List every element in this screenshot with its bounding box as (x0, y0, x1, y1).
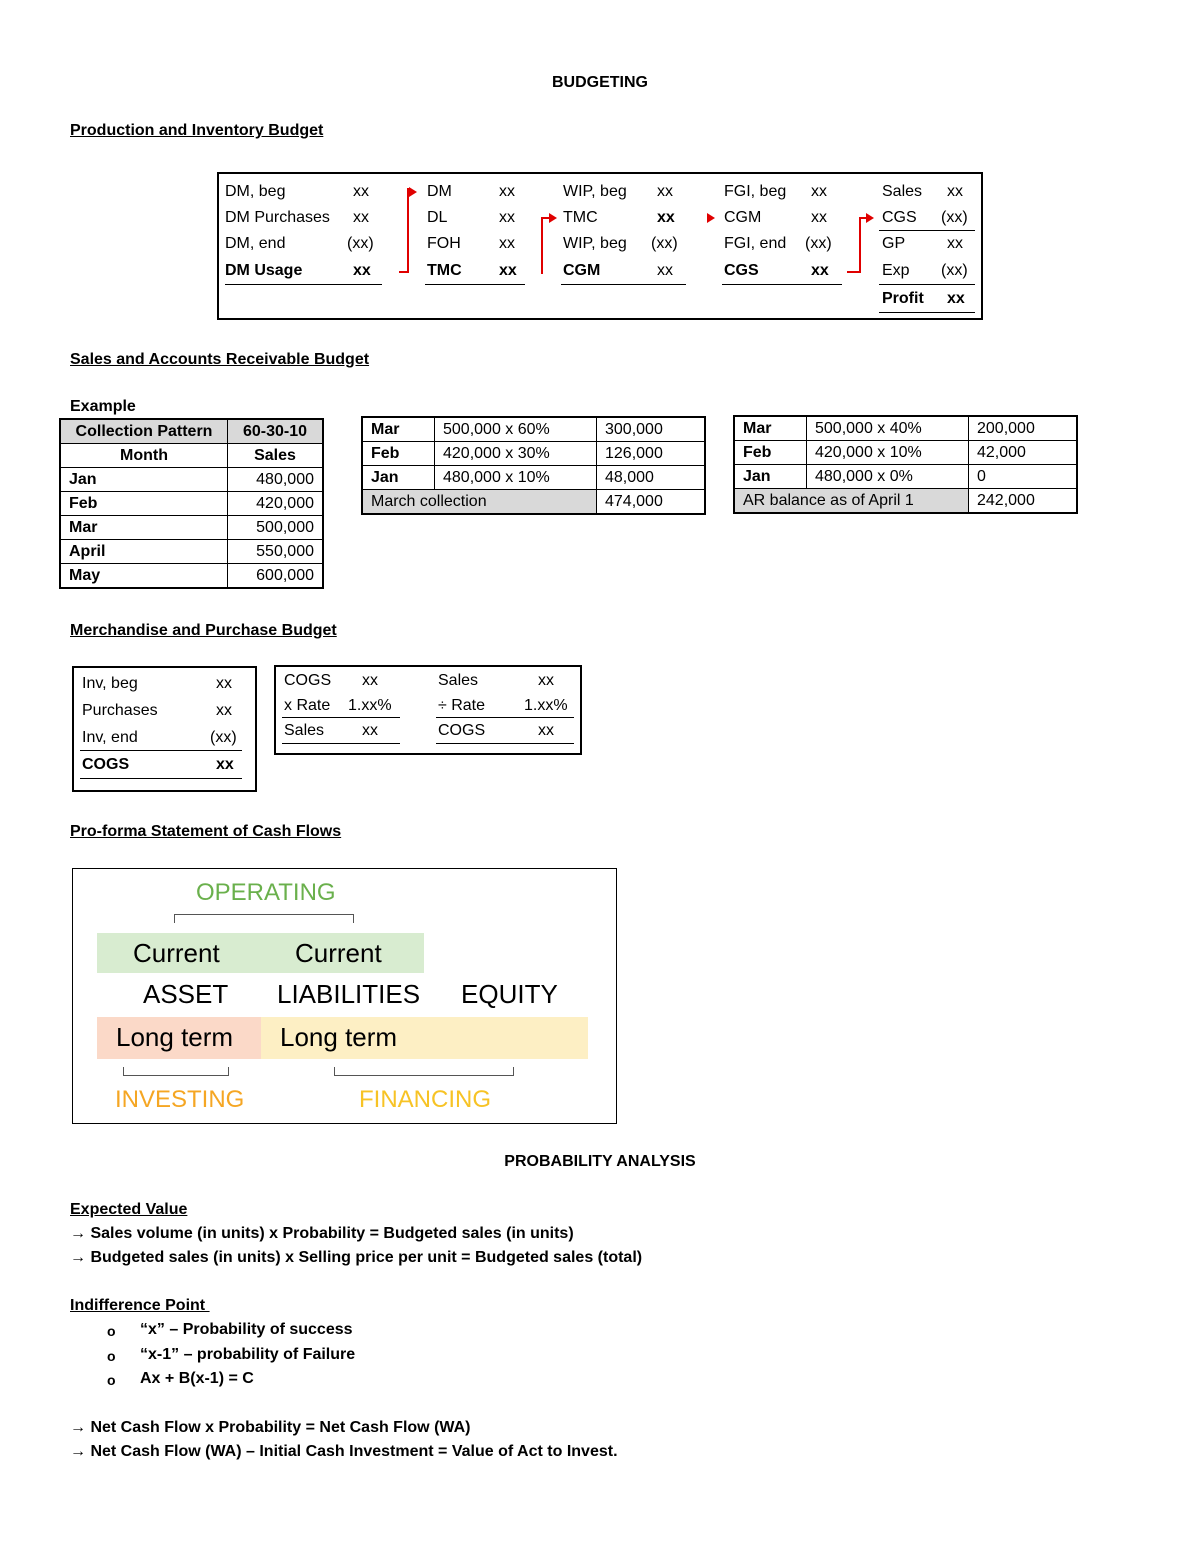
is-value: (xx) (941, 262, 968, 279)
connector-arrow-icon (707, 213, 715, 223)
table-header: Month (60, 444, 228, 468)
rate-value: xx (362, 722, 378, 739)
connector-line (859, 218, 861, 273)
dm-label: DM, beg (225, 183, 286, 200)
cogs-value: xx (216, 756, 234, 773)
dm-value: xx (353, 183, 369, 200)
tmc-label: DM (427, 183, 452, 200)
bullet-item: “x” – Probability of success (140, 1321, 353, 1338)
tmc-value: xx (499, 209, 515, 226)
table-cell: 550,000 (228, 540, 324, 564)
connector-arrow-icon (866, 213, 874, 223)
inv-value: (xx) (210, 729, 237, 746)
cgs-value: xx (811, 262, 829, 279)
connector-line (859, 217, 866, 219)
table-row (60, 492, 323, 516)
table-row (362, 442, 705, 466)
table-header: Collection Pattern (60, 419, 228, 444)
tmc-label: DL (427, 209, 448, 226)
table-row (60, 564, 323, 589)
bullet-icon: o (107, 1372, 116, 1388)
tmc-label: FOH (427, 235, 461, 252)
table-cell: Feb (60, 492, 228, 516)
wip-value: xx (657, 183, 673, 200)
expected-line: → Budgeted sales (in units) x Selling price per unit = Budgeted sales (total) (70, 1249, 643, 1266)
underline (80, 750, 242, 751)
dm-value: (xx) (347, 235, 374, 252)
profit-value: xx (947, 290, 965, 307)
long-term-asset-label: Long term (116, 1022, 234, 1052)
underline (879, 284, 975, 285)
table-cell: Mar (60, 516, 228, 540)
table-header: Sales (228, 444, 324, 468)
heading-merch: Merchandise and Purchase Budget (70, 622, 337, 639)
page-title: BUDGETING (552, 74, 648, 91)
inventory-box (72, 666, 257, 792)
rate-label: x Rate (284, 697, 331, 714)
table-cell: 500,000 (228, 516, 324, 540)
is-value: xx (947, 235, 963, 252)
rate-value: xx (538, 672, 554, 689)
table-row (60, 444, 323, 468)
underline (225, 284, 382, 285)
table-cell: 126,000 (597, 442, 706, 466)
collection-table (59, 418, 324, 589)
dm-label: DM Purchases (225, 209, 330, 226)
heading-sales-ar: Sales and Accounts Receivable Budget (70, 351, 370, 368)
is-value: xx (947, 183, 963, 200)
equity-label: EQUITY (461, 979, 558, 1009)
table-cell: 480,000 (228, 468, 324, 492)
final-line: → Net Cash Flow x Probability = Net Cash Flow (WA) (70, 1419, 471, 1436)
underline (282, 717, 400, 718)
table-cell: Mar (734, 416, 807, 441)
inv-value: xx (216, 702, 232, 719)
rate-value: xx (538, 722, 554, 739)
table-cell: 474,000 (597, 490, 706, 515)
wip-label: WIP, beg (563, 183, 627, 200)
inv-value: xx (216, 675, 232, 692)
dm-value: xx (353, 209, 369, 226)
fgi-value: (xx) (805, 235, 832, 252)
connector-line (847, 271, 859, 273)
table-cell: 200,000 (969, 416, 1078, 441)
table-row (60, 540, 323, 564)
table-row (362, 466, 705, 490)
table-cell: April (60, 540, 228, 564)
rate-value: 1.xx% (348, 697, 392, 714)
tmc-value: xx (499, 235, 515, 252)
is-label: GP (882, 235, 906, 252)
connector-line (407, 188, 409, 273)
table-row (734, 489, 1077, 514)
rate-label: Sales (284, 722, 325, 739)
table-row (60, 468, 323, 492)
fgi-value: xx (811, 209, 827, 226)
table-row (60, 419, 323, 444)
fgi-value: xx (811, 183, 827, 200)
ar-balance-table (733, 415, 1078, 514)
underline (561, 284, 686, 285)
underline (436, 743, 574, 744)
underline (436, 717, 574, 718)
production-box (217, 172, 983, 320)
tmc-total-label: TMC (427, 262, 462, 279)
table-row (734, 416, 1077, 441)
table-cell: 600,000 (228, 564, 324, 589)
wip-label: TMC (563, 209, 598, 226)
underline (879, 230, 975, 231)
probability-title: PROBABILITY ANALYSIS (504, 1153, 696, 1170)
cgs-label: CGS (724, 262, 759, 279)
table-cell: Feb (734, 441, 807, 465)
table-cell: Jan (362, 466, 435, 490)
table-row (734, 465, 1077, 489)
operating-label: OPERATING (196, 879, 336, 906)
table-cell: 500,000 x 40% (807, 416, 969, 441)
profit-label: Profit (882, 290, 924, 307)
table-header: 60-30-10 (228, 419, 324, 444)
inv-label: Purchases (82, 702, 158, 719)
investing-label: INVESTING (115, 1086, 245, 1113)
heading-production: Production and Inventory Budget (70, 122, 324, 139)
bullet-item: “x-1” – probability of Failure (140, 1346, 356, 1363)
table-cell: 42,000 (969, 441, 1078, 465)
cogs-label: COGS (82, 756, 130, 773)
table-cell: 242,000 (969, 489, 1078, 514)
table-row (734, 441, 1077, 465)
fgi-label: CGM (724, 209, 762, 226)
rate-box (274, 665, 582, 755)
fgi-label: FGI, end (724, 235, 787, 252)
example-label: Example (70, 398, 136, 415)
table-cell: 300,000 (597, 417, 706, 442)
table-cell: 420,000 x 10% (807, 441, 969, 465)
rate-label: COGS (284, 672, 332, 689)
table-cell: 480,000 x 0% (807, 465, 969, 489)
connector-line (399, 271, 407, 273)
is-label: Exp (882, 262, 910, 279)
underline (722, 284, 842, 285)
cashflow-diagram (72, 868, 617, 1124)
investing-bracket (123, 1067, 229, 1076)
dm-usage-label: DM Usage (225, 262, 303, 279)
long-term-liab-label: Long term (280, 1022, 398, 1052)
wip-value: xx (657, 209, 675, 226)
inv-label: Inv, end (82, 729, 138, 746)
table-cell: Mar (362, 417, 435, 442)
inv-label: Inv, beg (82, 675, 138, 692)
table-cell: 420,000 (228, 492, 324, 516)
tmc-value: xx (499, 183, 515, 200)
rate-label: COGS (438, 722, 486, 739)
dm-label: DM, end (225, 235, 286, 252)
current-liab-label: Current (295, 938, 382, 968)
fgi-label: FGI, beg (724, 183, 787, 200)
table-cell: 500,000 x 60% (435, 417, 597, 442)
underline (282, 743, 400, 744)
connector-arrow-icon (409, 187, 417, 197)
final-line: → Net Cash Flow (WA) – Initial Cash Investment = Value of Act to Invest. (70, 1443, 618, 1460)
is-label: Sales (882, 183, 923, 200)
connector-line (541, 218, 543, 274)
is-value: (xx) (941, 209, 968, 226)
wip-value: (xx) (651, 235, 678, 252)
table-row (362, 490, 705, 515)
bullet-icon: o (107, 1348, 116, 1364)
rate-label: ÷ Rate (438, 697, 486, 714)
heading-indifference: Indifference Point (70, 1297, 210, 1314)
march-collection-table (361, 416, 706, 515)
connector-arrow-icon (549, 213, 557, 223)
wip-label: WIP, beg (563, 235, 627, 252)
table-cell: 420,000 x 30% (435, 442, 597, 466)
operating-bracket (174, 914, 354, 923)
expected-line: → Sales volume (in units) x Probability = Budgeted sales (in units) (70, 1225, 574, 1242)
financing-bracket (334, 1067, 514, 1076)
cgm-label: CGM (563, 262, 601, 279)
table-cell: Jan (60, 468, 228, 492)
bullet-item: Ax + B(x-1) = C (140, 1370, 254, 1387)
rate-label: Sales (438, 672, 479, 689)
table-cell: AR balance as of April 1 (734, 489, 969, 514)
dm-usage-value: xx (353, 262, 371, 279)
underline (80, 778, 242, 779)
tmc-total-value: xx (499, 262, 517, 279)
table-row (362, 417, 705, 442)
cgm-value: xx (657, 262, 673, 279)
connector-line (541, 217, 549, 219)
current-asset-label: Current (133, 938, 220, 968)
table-cell: 0 (969, 465, 1078, 489)
financing-label: FINANCING (359, 1086, 491, 1113)
table-cell: 480,000 x 10% (435, 466, 597, 490)
rate-value: 1.xx% (524, 697, 568, 714)
underline (879, 312, 975, 313)
underline (425, 284, 525, 285)
heading-expected: Expected Value (70, 1201, 188, 1218)
heading-cashflow: Pro-forma Statement of Cash Flows (70, 823, 342, 840)
table-row (60, 516, 323, 540)
table-cell: Feb (362, 442, 435, 466)
table-cell: March collection (362, 490, 597, 515)
table-cell: 48,000 (597, 466, 706, 490)
is-label: CGS (882, 209, 917, 226)
table-cell: Jan (734, 465, 807, 489)
table-cell: May (60, 564, 228, 589)
rate-value: xx (362, 672, 378, 689)
bullet-icon: o (107, 1323, 116, 1339)
asset-label: ASSET (143, 979, 229, 1009)
liabilities-label: LIABILITIES (277, 979, 421, 1009)
